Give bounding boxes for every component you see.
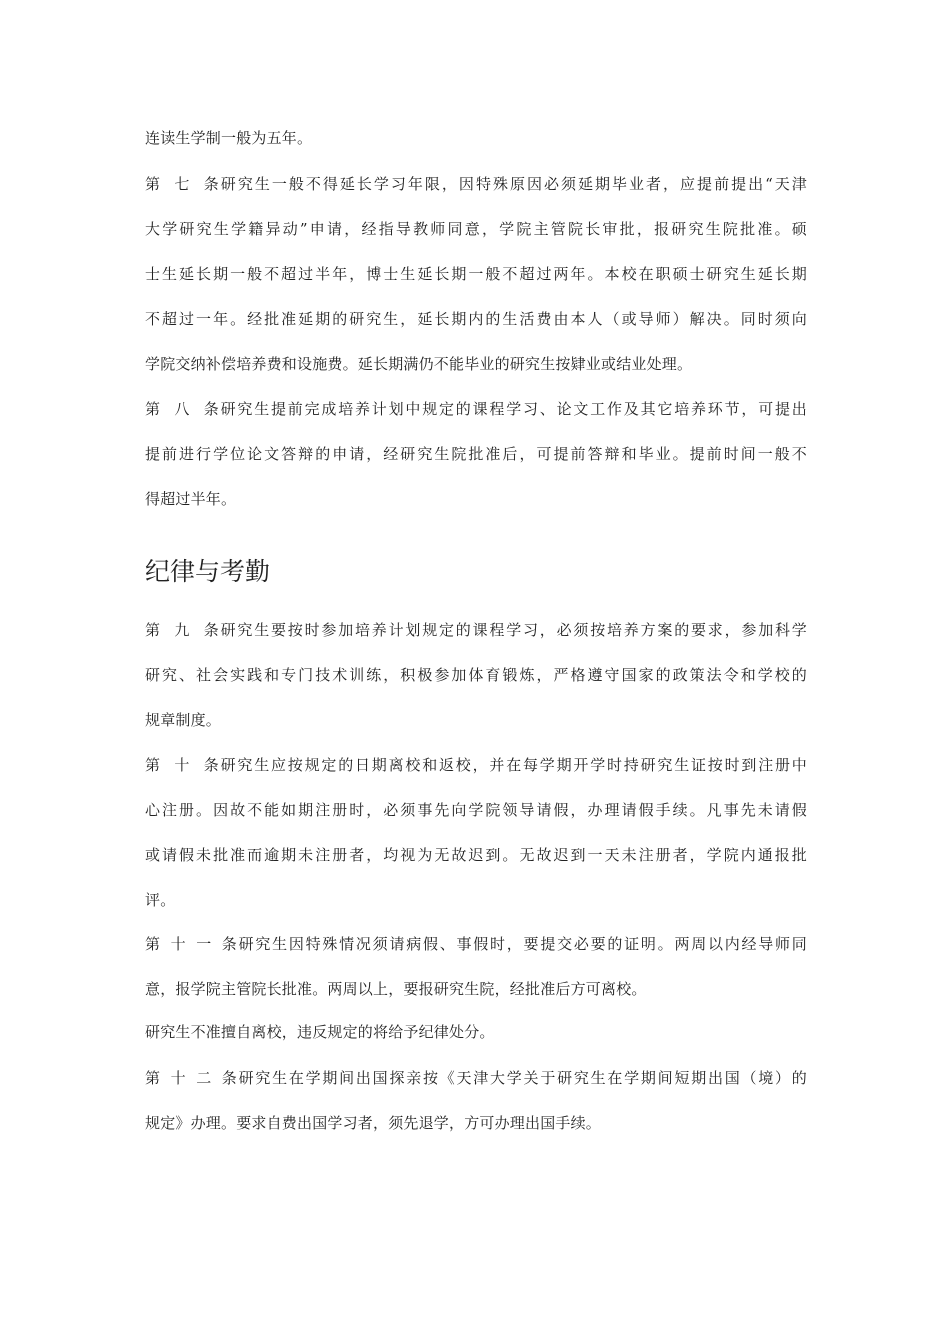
article-11-line — [145, 934, 807, 954]
article-9-line: 研究、社会实践和专门技术训练，积极参加体育锻炼，严格遵守国家的政策法令和学校的 — [145, 666, 807, 684]
paragraph-line: 连读生学制一般为五年。 — [145, 129, 313, 147]
article-10-line: 心注册。因故不能如期注册时，必须事先向学院领导请假，办理请假手续。凡事先未请假 — [145, 801, 807, 819]
article-7-line: 不超过一年。经批准延期的研究生，延长期内的生活费由本人（或导师）解决。同时须向 — [145, 310, 807, 328]
article-10-line: 或请假未批准而逾期未注册者，均视为无故迟到。无故迟到一天未注册者，学院内通报批 — [145, 846, 807, 864]
article-7-line: 士生延长期一般不超过半年，博士生延长期一般不超过两年。本校在职硕士研究生延长期 — [145, 265, 807, 283]
article-7-line — [145, 174, 807, 194]
article-10-line: 评。 — [145, 891, 176, 909]
article-7-line: 大学研究生学籍异动”申请，经指导教师同意，学院主管院长审批，报研究生院批准。硕 — [145, 220, 807, 238]
article-11-line: 意，报学院主管院长批准。两周以上，要报研究生院，经批准后方可离校。 — [145, 980, 647, 998]
article-number: 第八条 — [145, 400, 219, 418]
article-10-line — [145, 755, 807, 775]
article-number: 第十条 — [145, 756, 219, 774]
article-number: 第九条 — [145, 621, 219, 639]
article-text: 研究生要按时参加培养计划规定的课程学习，必须按培养方案的要求，参加科学 — [219, 621, 807, 639]
article-text: 研究生在学期间出国探亲按《天津大学关于研究生在学期间短期出国（境）的 — [237, 1069, 807, 1087]
article-number: 第十二条 — [145, 1069, 237, 1087]
article-7-line: 学院交纳补偿培养费和设施费。延长期满仍不能毕业的研究生按肄业或结业处理。 — [145, 355, 693, 373]
article-text: 研究生应按规定的日期离校和返校，并在每学期开学时持研究生证按时到注册中 — [219, 756, 807, 774]
article-8-line: 提前进行学位论文答辩的申请，经研究生院批准后，可提前答辩和毕业。提前时间一般不 — [145, 445, 807, 463]
article-text: 研究生一般不得延长学习年限，因特殊原因必须延期毕业者，应提前提出“天津 — [219, 175, 807, 193]
article-number: 第十一条 — [145, 935, 237, 953]
article-text: 研究生提前完成培养计划中规定的课程学习、论文工作及其它培养环节，可提出 — [219, 400, 807, 418]
article-number: 第七条 — [145, 175, 219, 193]
article-8-line — [145, 399, 807, 419]
article-9-line: 规章制度。 — [145, 711, 222, 729]
article-8-line: 得超过半年。 — [145, 490, 237, 508]
article-text: 研究生因特殊情况须请病假、事假时，要提交必要的证明。两周以内经导师同 — [237, 935, 807, 953]
article-12-line — [145, 1068, 807, 1088]
article-9-line — [145, 620, 807, 640]
article-11-line: 研究生不准擅自离校，违反规定的将给予纪律处分。 — [145, 1023, 495, 1041]
article-12-line: 规定》办理。要求自费出国学习者，须先退学，方可办理出国手续。 — [145, 1114, 602, 1132]
section-heading: 纪律与考勤 — [145, 557, 271, 586]
